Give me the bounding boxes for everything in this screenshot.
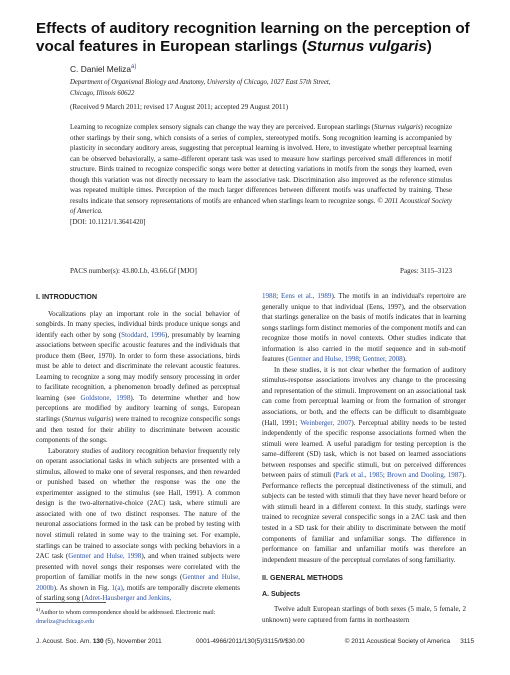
intro-paragraph-1: Vocalizations play an important role in the social behavior of songbirds. In many species, individual birds produce unique songs and identify each other by song (Stoddard, 1996), presumably by learning associations between specific acoustic features and the individuals that produce them (Beer, 1970). In order to form these associations, birds must be able to detect and discriminate the relevant acoustic features. Learning to recognize a song may modify sensory processing in order to facilitate recognition, a phenomenon broadly defined as perceptual learning (see Goldstone, 1998). To determine whether and how perceptions are modified by auditory learning of songs, European starlings (Sturnus vulgaris) were trained to recognize conspecific songs and then tested for their ability to discriminate between acoustic components of the songs. bbox=[36, 309, 241, 445]
doi-link[interactable]: [DOI: 10.1121/1.3641420] bbox=[70, 217, 146, 226]
footer-right bbox=[345, 638, 474, 645]
intro-paragraph-2: Laboratory studies of auditory recognition behavior frequently rely on operant associational tasks in which subjects are presented with a stimulus, allowed to make one of several responses, and then rewarded or punished based on whether the response was the one the experimenter assigned to the stimulus (see Hall, 1991). A common design is the two-alternative-choice (2AC) task, where stimuli are associated with one of two distinct responses. The nature of the neuronal associations formed in the task can be probed by testing with novel stimuli related in some way to the training set. For example, starlings can be trained to associate songs with pecking behaviors in a 2AC task (Gentner and Hulse, 1998), and when trained subjects were presented with novel songs their responses were correlated with the proportion of familiar motifs in the new songs (Gentner and Hulse, 2000b). As shown in Fig. 1(a), motifs are temporally discrete elements of starling song (Adret-Hausberger and Jenkins, bbox=[36, 446, 240, 603]
abstract bbox=[70, 122, 452, 227]
page-number: 3115 bbox=[460, 638, 474, 645]
footnote bbox=[36, 606, 240, 626]
citation-link[interactable]: Park et al., 1985 bbox=[335, 471, 383, 480]
title-species: Sturnus vulgaris bbox=[306, 38, 427, 55]
abstract-copyright: © 2011 Acoustical Society of America. bbox=[70, 196, 452, 216]
citation-link[interactable]: Gentner and Hulse, 1998 bbox=[288, 355, 359, 364]
citation-link[interactable]: Eens et al., 1989 bbox=[281, 292, 332, 300]
abstract-species: Sturnus vulgaris bbox=[374, 123, 421, 131]
citation-link[interactable]: Stoddard, 1996 bbox=[121, 330, 166, 339]
subsection-heading-subjects: A. Subjects bbox=[262, 590, 301, 598]
title-close: ) bbox=[426, 38, 432, 55]
section-heading-methods: II. GENERAL METHODS bbox=[262, 573, 343, 583]
intro-paragraph-2-continued: 1988; Eens et al., 1989). The motifs in an individual's repertoire are generally unique to that individual (Eens, 1997), and the observation that starlings generalize on the basis of motifs indicates that in learning songs starlings form distinct memories of the component motifs and can recognize those motifs in novel contexts. Other studies indicate that information is also carried in the motif sequence and in sub-motif features (Gentner and Hulse, 1998; Gentner, 2008). bbox=[262, 292, 466, 364]
figure-link[interactable]: 1(a) bbox=[111, 583, 123, 592]
citation-link[interactable]: Goldstone, 1998 bbox=[80, 393, 131, 402]
affiliation-line-1: Department of Organismal Biology and Anatomy, University of Chicago, 1027 East 57th Street, bbox=[70, 79, 331, 86]
citation-link[interactable]: 1988 bbox=[262, 292, 277, 300]
footer-copyright: © 2011 Acoustical Society of America bbox=[344, 638, 451, 645]
page-footer bbox=[36, 638, 474, 650]
left-column bbox=[36, 290, 240, 604]
right-column bbox=[262, 291, 466, 625]
footnote-text: Author to whom correspondence should be addressed. Electronic mail: bbox=[40, 609, 216, 617]
title-text: Effects of auditory recognition learning on the perception of vocal features in European starlings ( bbox=[36, 20, 470, 55]
pacs-numbers: PACS number(s): 43.80.Lb, 43.66.Gf [MJO] bbox=[70, 267, 197, 275]
article-title bbox=[36, 20, 476, 56]
received-dates: (Received 9 March 2011; revised 17 August 2011; accepted 29 August 2011) bbox=[70, 103, 289, 111]
author-footnote-mark[interactable]: a) bbox=[130, 64, 137, 71]
affiliation-line-2: Chicago, Illinois 60622 bbox=[70, 89, 135, 97]
abstract-text-2: ) recognize other starlings by their song, which consists of a series of complex, stereotyped motifs. Song recognition learning is accompanied by plasticity in secondary auditory areas, suggesting that perceptual learning is involved. Here, to investigate whether perceptual learning can be observed behaviorally, a same–different operant task was used to measure how starlings perceived small differences in motif structure. Birds trained to recognize conspecific songs were better at detecting variations in motifs from the songs they learned, even though this variation was not directly necessary to learn the associative task. Discrimination also improved as the reference stimulus was repeated multiple times. Perception of the much larger differences between different motifs was unaffected by training. These results indicate that sensory representations of motifs are enhanced when starlings learn to recognize songs. bbox=[70, 123, 452, 205]
footnote-mark: a) bbox=[36, 607, 41, 613]
citation-link[interactable]: Weinberger, 2007 bbox=[300, 418, 352, 427]
journal-citation: J. Acoust. Soc. Am. 130 (5), November 2011 bbox=[36, 638, 162, 645]
citation-link[interactable]: Gentner and Hulse, 2000b bbox=[36, 573, 240, 592]
author-line bbox=[70, 64, 136, 74]
author-name: C. Daniel Meliza bbox=[70, 64, 131, 74]
abstract-text-1: Learning to recognize complex sensory signals can change the way they are perceived. European starlings ( bbox=[70, 123, 374, 131]
citation-link[interactable]: Gentner, 2008 bbox=[362, 355, 403, 364]
subjects-paragraph: Twelve adult European starlings of both sexes (5 male, 5 female, 2 unknown) were captured from farms in northeastern bbox=[262, 605, 466, 624]
footnote-divider bbox=[36, 602, 106, 603]
citation-link[interactable]: Brown and Dooling, 1987 bbox=[387, 471, 462, 480]
affiliation bbox=[70, 78, 450, 99]
citation-link[interactable]: Gentner and Hulse, 1998 bbox=[68, 552, 142, 561]
page-range: Pages: 3115–3123 bbox=[400, 267, 452, 275]
author-email-link[interactable]: dmeliza@uchicago.edu bbox=[36, 618, 95, 626]
article-code: 0001-4966/2011/130(5)/3115/9/$30.00 bbox=[196, 638, 305, 645]
section-heading-introduction: I. INTRODUCTION bbox=[36, 292, 98, 301]
citation-link[interactable]: Adret-Hausberger and Jenkins, bbox=[83, 594, 172, 603]
intro-paragraph-3: In these studies, it is not clear whether the formation of auditory stimulus-response associations involves any change to the processing and representation of the stimuli. Improvement on an associational task can come from perceptual learning or from the formation of stronger associations, or both, and the effects can be difficult to disambiguate (Hall, 1991; Weinberger, 2007). Perceptual ability needs to be tested independently of the specific response associations formed when the stimuli were learned. A useful paradigm for testing perception is the same–different (SD) task, which is not based on learned associations between responses and specific stimuli, but on perceived differences between pairs of stimuli (Park et al., 1985; Brown and Dooling, 1987). Performance reflects the perceptual distinctiveness of the stimuli, and subjects can be tested with stimuli that they have never heard before or with stimuli heard in a different context. In this study, starlings were trained to recognize several conspecific songs in a 2AC task and then tested in a SD task for their ability to discriminate between the motif components of familiar and unfamiliar songs. The difference in performance on familiar and unfamiliar motifs was therefore an independent measure of the perceptual correlates of song familiarity. bbox=[262, 365, 466, 564]
